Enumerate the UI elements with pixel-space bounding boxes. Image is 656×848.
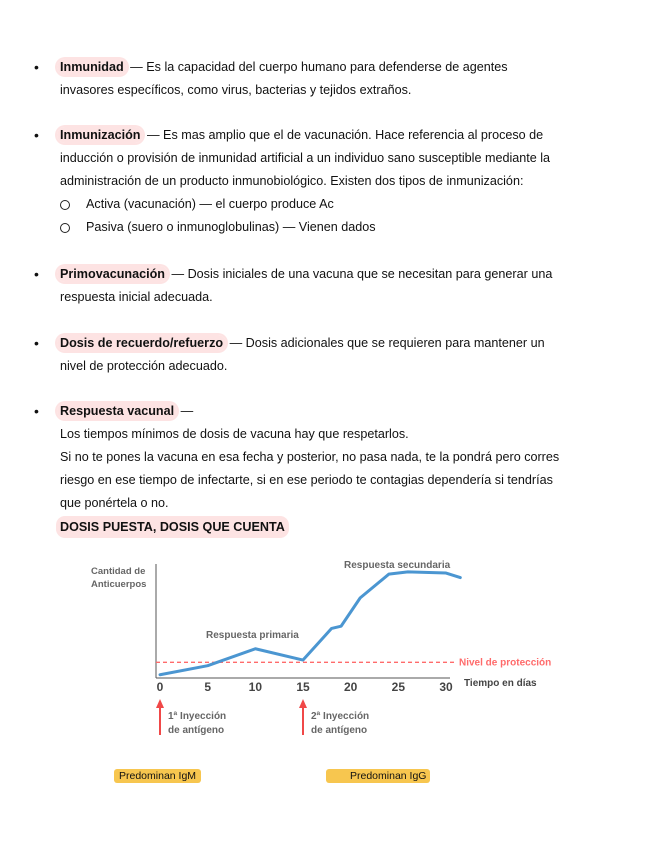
injection-2-arrow-head [299,699,307,708]
injection-2-label: de antígeno [311,725,368,736]
term-highlight: Primovacunación [57,266,168,282]
definition-text [60,263,628,309]
term-highlight: Dosis de recuerdo/refuerzo [57,335,226,351]
x-axis-label: Tiempo en días [464,678,537,689]
igm-tag: Predominan IgM [114,769,201,783]
secondary-response-label: Respuesta secundaria [344,560,451,571]
bullet-icon: • [34,266,39,282]
line-text: Si no te pones la vacuna en esa fecha y posterior, no pasa nada, te la pondrá pero corres [60,450,560,464]
circle-bullet-icon [60,223,70,233]
line-text: nivel de protección adecuado. [60,359,228,373]
x-tick-label: 20 [343,680,358,694]
y-axis-label: Anticuerpos [91,579,147,590]
text-line [60,400,628,423]
injection-1-label: de antígeno [168,725,225,736]
text-line [60,355,628,378]
text-line [60,446,628,469]
text-line [60,56,628,79]
sub-item [60,193,628,216]
x-tick-label: 25 [391,680,406,694]
sub-item-text: Pasiva (suero o inmunoglobulinas) — Vienen dados [86,220,376,234]
line-text: inducción o provisión de inmunidad artificial a un individuo sano susceptible mediante la [60,151,551,165]
text-line [60,147,628,170]
line-text: — Es mas amplio que el de vacunación. Hace referencia al proceso de [143,128,544,142]
bullet-icon: • [34,403,39,419]
definition-item [34,400,628,515]
line-text: — Dosis adicionales que se requieren para mantener un [226,336,545,350]
definition-text [60,400,628,515]
text-line [60,469,628,492]
text-line [60,124,628,147]
primary-response-label: Respuesta primaria [206,630,299,641]
term-highlight: Respuesta vacunal [57,403,177,419]
text-line [60,492,628,515]
injection-1-arrow-head [156,699,164,708]
line-text: Los tiempos mínimos de dosis de vacuna hay que respetarlos. [60,427,409,441]
text-line [60,423,628,446]
text-line [60,79,628,102]
dosis-heading: DOSIS PUESTA, DOSIS QUE CUENTA [56,516,289,538]
term-highlight: Inmunización [57,127,143,143]
definition-item [34,56,628,102]
text-line [60,286,628,309]
text-line [60,332,628,355]
antibody-series-line [160,572,460,675]
line-text: — Dosis iniciales de una vacuna que se necesitan para generar una [167,267,553,281]
sub-item [60,216,628,239]
bullet-icon: • [34,335,39,351]
line-text: — [177,404,194,418]
x-tick-label: 10 [248,680,263,694]
line-text: administración de un producto inmunobiológico. Existen dos tipos de inmunización: [60,174,524,188]
term-highlight: Inmunidad [57,59,127,75]
bullet-icon: • [34,127,39,143]
protection-level-label: Nivel de protección [459,657,552,669]
antibody-response-chart [84,556,584,746]
definition-text [60,56,628,102]
line-text: que ponértela o no. [60,496,169,510]
line-text: invasores específicos, como virus, bacterias y tejidos extraños. [60,83,412,97]
igg-tag: Predominan IgG [326,769,430,783]
line-text: — Es la capacidad del cuerpo humano para defenderse de agentes [126,60,508,74]
y-axis-label: Cantidad de [91,566,146,577]
injection-1-label: 1ª Inyección [168,711,227,722]
definition-text [60,124,628,193]
circle-bullet-icon [60,200,70,210]
definition-item [34,332,628,378]
x-tick-label: 30 [439,680,453,694]
definition-item [34,263,628,309]
text-line [60,170,628,193]
injection-2-label: 2ª Inyección [311,711,370,722]
x-tick-label: 5 [204,680,212,694]
definition-item [34,124,628,239]
definition-text [60,332,628,378]
x-tick-label: 15 [296,680,310,694]
line-text: riesgo en ese tiempo de infectarte, si en ese periodo te contagias dependería si tendrías [60,473,553,487]
text-line [60,263,628,286]
x-tick-label: 0 [156,680,164,694]
bullet-icon: • [34,59,39,75]
line-text: respuesta inicial adecuada. [60,290,213,304]
sub-item-text: Activa (vacunación) — el cuerpo produce Ac [86,197,334,211]
